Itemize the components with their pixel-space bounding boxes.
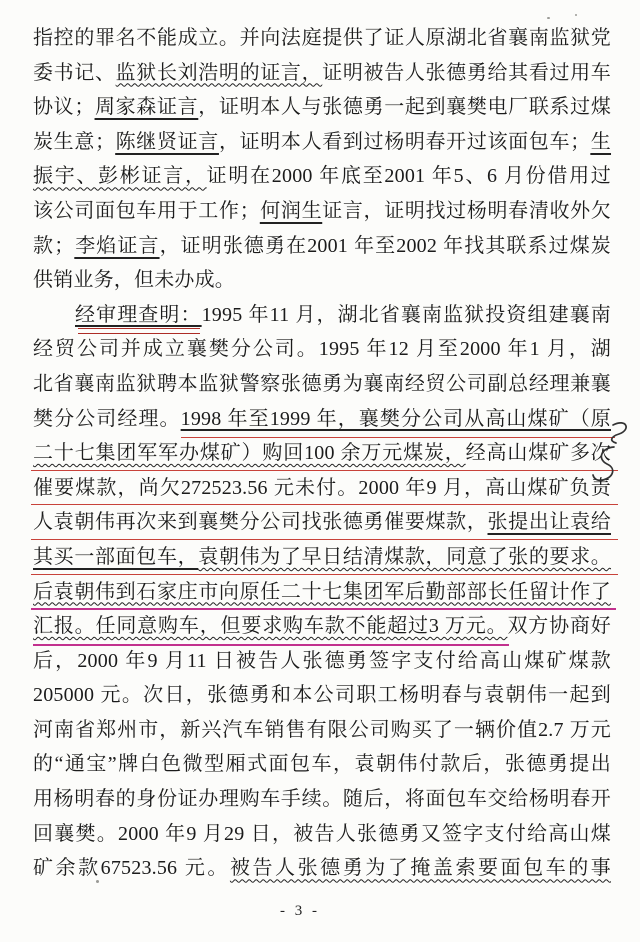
text-line bbox=[33, 125, 611, 160]
text-line bbox=[33, 505, 611, 540]
text-segment: 矿余款67523.56 元。 bbox=[33, 857, 230, 880]
text-segment: 款； bbox=[33, 234, 75, 257]
underlined-segment: 后袁朝伟到石家庄市向原任二十七集团军后勤部部长任留计作了 bbox=[33, 580, 611, 603]
text-line bbox=[33, 367, 611, 402]
text-segment: 1995 年11 月，湖北省襄南监狱投资组建襄南 bbox=[201, 303, 611, 326]
text-line bbox=[33, 782, 611, 817]
scan-speck bbox=[547, 17, 550, 19]
text-line bbox=[33, 159, 611, 194]
text-line bbox=[33, 229, 611, 264]
text-segment: ，证明本人看到过杨明春开过该面包车； bbox=[218, 130, 591, 153]
underlined-segment: 二十七集团军军办煤矿）购回100 余万元煤炭， bbox=[33, 442, 466, 465]
text-line bbox=[33, 471, 611, 506]
text-line bbox=[33, 402, 611, 437]
underlined-segment: 生 bbox=[590, 130, 612, 153]
text-line bbox=[33, 540, 611, 575]
text-line bbox=[33, 713, 611, 748]
text-line bbox=[33, 575, 611, 610]
text-segment: 的“通宝”牌白色微型厢式面包车，袁朝伟付款后，张德勇提出 bbox=[33, 753, 611, 776]
underlined-segment: 监狱长刘浩明的证言， bbox=[115, 61, 323, 84]
underlined-segment: 袁朝伟为了早日结清煤款，同意了张的要求。 bbox=[198, 545, 612, 568]
underlined-segment: 何润生 bbox=[259, 199, 323, 222]
text-segment: 回襄樊。2000 年9 月29 日，被告人张德勇又签字支付给高山煤 bbox=[33, 822, 611, 845]
text-segment: 205000 元。次日，张德勇和本公司职工杨明春与袁朝伟一起到 bbox=[33, 684, 611, 707]
page-number: - 3 - bbox=[280, 903, 320, 919]
underlined-segment: 经审理查明： bbox=[75, 303, 202, 326]
margin-annotation-mark bbox=[583, 417, 635, 495]
text-line bbox=[33, 194, 611, 229]
text-line bbox=[33, 298, 611, 333]
underlined-segment: 张提出让袁给 bbox=[487, 511, 611, 534]
text-line bbox=[33, 747, 611, 782]
text-segment: 经高山煤矿多次 bbox=[465, 442, 611, 465]
text-segment: 北省襄南监狱聘本监狱警察张德勇为襄南经贸公司副总经理兼襄 bbox=[33, 372, 611, 395]
underlined-segment: 李焰证言 bbox=[74, 234, 160, 257]
underlined-segment: 被告人张德勇为了掩盖索要面包车的事 bbox=[229, 857, 611, 880]
underlined-segment: 振宇、彭彬证言， bbox=[33, 165, 207, 188]
text-segment: ，证明张德勇在2001 年至2002 年找其联系过煤炭 bbox=[159, 234, 611, 257]
text-line bbox=[33, 609, 611, 644]
document-text-block bbox=[33, 21, 611, 886]
text-line bbox=[33, 21, 611, 56]
text-segment: 经贸公司并成立襄樊分公司。1995 年12 月至2000 年1 月，湖 bbox=[33, 338, 611, 361]
text-segment: 证明在2000 年底至2001 年5、6 月份借用过 bbox=[206, 165, 611, 188]
text-segment: 炭生意； bbox=[33, 130, 116, 153]
text-segment: 人袁朝伟再次来到襄樊分公司找张德勇催要煤款， bbox=[33, 511, 488, 534]
underlined-segment: 周家森证言 bbox=[94, 96, 199, 119]
text-line bbox=[33, 332, 611, 367]
text-line bbox=[33, 678, 611, 713]
scan-speck bbox=[575, 14, 577, 16]
text-segment: 河南省郑州市，新兴汽车销售有限公司购买了一辆价值2.7 万元 bbox=[33, 718, 611, 741]
underlined-segment: 其买一部面包车， bbox=[33, 545, 199, 568]
underlined-segment: 汇报。任同意购车，但要求购车款不能超过3 万元。 bbox=[33, 615, 508, 638]
text-segment: 双方协商好 bbox=[507, 615, 611, 638]
text-segment: 该公司面包车用于工作； bbox=[33, 199, 260, 222]
scan-speck bbox=[96, 880, 99, 883]
text-segment: 催要煤款，尚欠272523.56 元未付。2000 年9 月，高山煤矿负责 bbox=[33, 476, 611, 499]
text-segment: 指控的罪名不能成立。并向法庭提供了证人原湖北省襄南监狱党 bbox=[33, 27, 611, 49]
text-line bbox=[33, 436, 611, 471]
text-segment: 后，2000 年9 月11 日被告人张德勇签字支付给高山煤矿煤款 bbox=[33, 649, 611, 672]
text-segment: 用杨明春的身份证办理购车手续。随后，将面包车交给杨明春开 bbox=[33, 788, 611, 811]
text-line bbox=[33, 263, 611, 298]
text-segment: 证明被告人张德勇给其看过用车 bbox=[322, 61, 611, 84]
text-segment: 协议； bbox=[33, 96, 95, 119]
text-segment: 委书记、 bbox=[33, 61, 116, 84]
text-line bbox=[33, 644, 611, 679]
text-line bbox=[33, 817, 611, 852]
text-line bbox=[33, 90, 611, 125]
text-segment: 供销业务，但未办成。 bbox=[33, 269, 235, 292]
underlined-segment: 陈继贤证言 bbox=[115, 130, 219, 153]
text-line bbox=[33, 851, 611, 886]
text-line bbox=[33, 56, 611, 91]
text-segment: 樊分公司经理。 bbox=[33, 407, 181, 430]
text-segment: ，证明本人与张德勇一起到襄樊电厂联系过煤 bbox=[198, 96, 612, 119]
text-segment: 证言，证明找过杨明春清收外欠 bbox=[322, 199, 611, 222]
underlined-segment: 1998 年至1999 年，襄樊分公司从高山煤矿（原 bbox=[180, 407, 611, 430]
